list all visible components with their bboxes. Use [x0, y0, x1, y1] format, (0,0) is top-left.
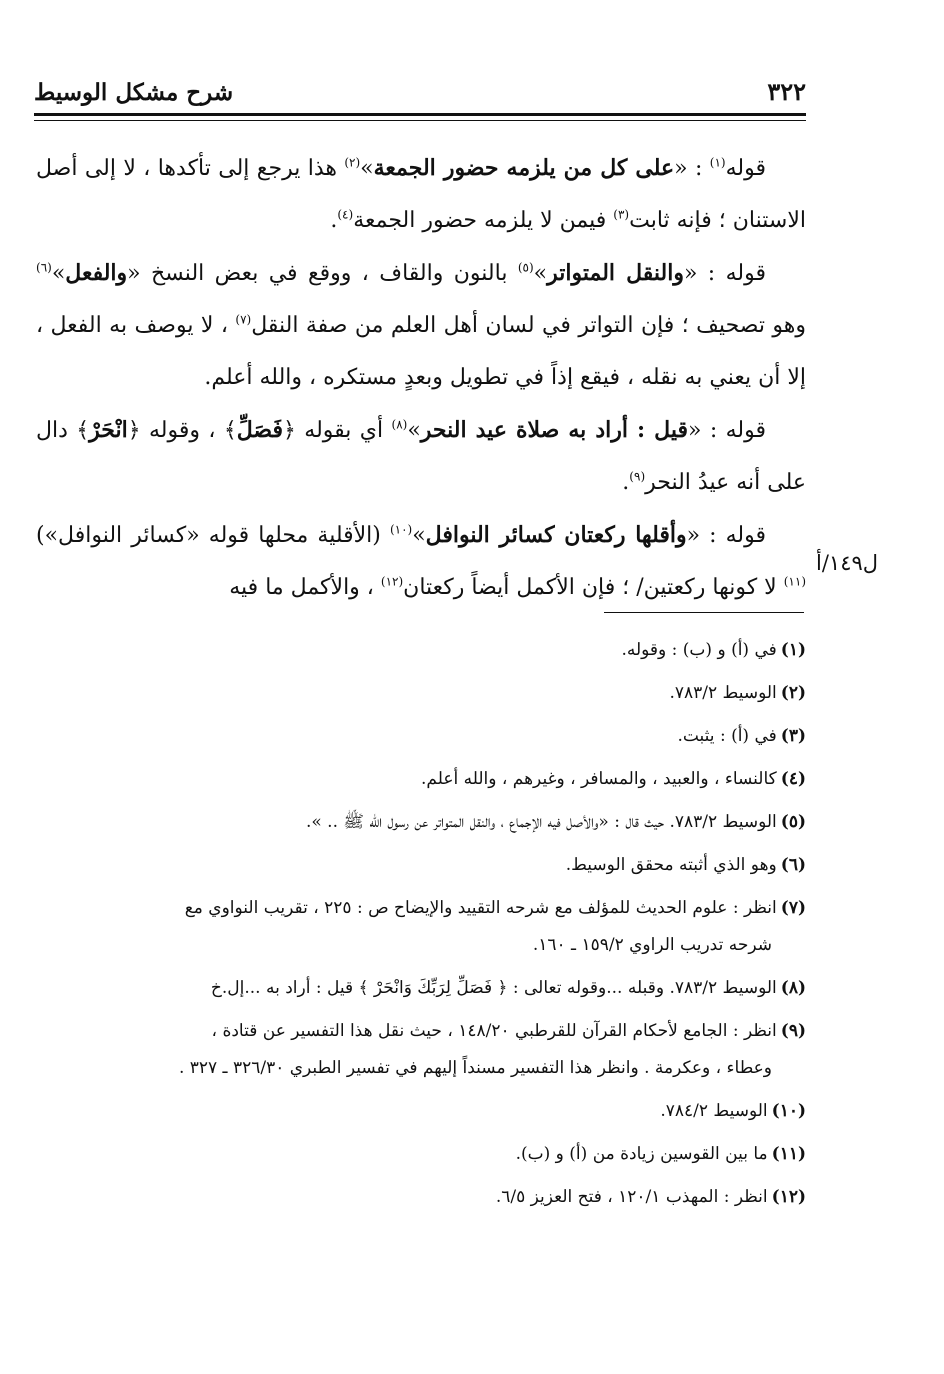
- quoted-phrase: والفعل: [65, 260, 128, 286]
- footnote-item: [36, 804, 806, 841]
- footnote-number: (٧): [780, 898, 806, 918]
- footnote-number: (٥): [780, 812, 806, 832]
- text-run: »: [51, 261, 66, 286]
- footnote-ref: (٤): [337, 207, 354, 222]
- footnote-item: [36, 1179, 806, 1216]
- text-run: (الأقلية محلها قوله «كسائر النوافل»): [36, 523, 390, 548]
- footnote-item: [36, 890, 806, 964]
- footnote-text: انظر : الجامع لأحكام القرآن للقرطبي ١٤٨/٢٠ ، حيث نقل هذا التفسير عن قتادة ،: [211, 1021, 777, 1041]
- footnote-ref: (١٠): [389, 522, 413, 537]
- text-run: .: [622, 470, 630, 495]
- text-run: أي بقوله ﴿: [283, 418, 392, 443]
- text-run: : «: [674, 156, 710, 181]
- footnote-separator: [604, 612, 804, 613]
- manuscript-folio-note: ل١٤٩/أ: [816, 551, 879, 575]
- text-run: .: [330, 208, 338, 233]
- footnote-item: [36, 718, 806, 755]
- footnote-ref: (٥): [517, 260, 534, 275]
- footnote-ref: (٣): [613, 207, 630, 222]
- text-run: ، والأكمل ما فيه: [229, 575, 381, 600]
- footnote-item: [36, 970, 806, 1007]
- footnote-ref: (١١): [783, 574, 806, 589]
- paragraph-1: [36, 142, 806, 247]
- footnote-ref: (١): [709, 155, 726, 170]
- text-run: قوله : «: [686, 523, 766, 548]
- footnote-ref: (٢): [344, 155, 361, 170]
- quoted-phrase: والنقل المتواتر: [547, 260, 684, 286]
- text-run: قوله : «: [687, 418, 766, 443]
- footnote-number: (٤): [780, 769, 806, 789]
- paragraph-3: [36, 404, 806, 509]
- footnote-ref: (٨): [391, 417, 408, 432]
- footnote-ref: (٦): [36, 260, 52, 275]
- quran-word: فَصَلِّ: [236, 417, 284, 443]
- footnote-item: [36, 675, 806, 712]
- footnote-number: (١١): [771, 1144, 806, 1164]
- quoted-phrase: على كل من يلزمه حضور الجمعة: [373, 155, 675, 181]
- text-run: وهو تصحيف ؛ فإن التواتر في لسان أهل العلم من صفة النقل: [251, 313, 806, 338]
- text-run: فيمن لا يلزمه حضور الجمعة: [353, 208, 614, 233]
- paragraph-2: [36, 247, 806, 404]
- footnote-text: كالنساء ، والعبيد ، والمسافر ، وغيرهم ، والله أعلم.: [421, 769, 777, 789]
- text-run: لا كونها ركعتين/ ؛ فإن الأكمل أيضاً ركعتان: [403, 575, 784, 600]
- footnote-number: (٣): [780, 726, 806, 746]
- text-run: ﴾ ، وقوله ﴿: [127, 418, 237, 443]
- running-header: [34, 76, 806, 106]
- footnote-item: [36, 1136, 806, 1173]
- text-run: »: [533, 261, 548, 286]
- footnote-ref: (١٢): [380, 574, 404, 589]
- footnote-text: الوسيط ٧٨٣/٢.: [669, 683, 777, 703]
- footnote-text: الوسيط ٧٨٣/٢. وقبله ...وقوله تعالى : ﴿ فَصَلِّ لِرَبِّكَ وَانْحَرْ ﴾ قيل : أراد به ...إل.خ: [210, 978, 777, 998]
- footnote-continuation: شرحه تدريب الراوي ١٥٩/٢ ـ ١٦٠.: [532, 935, 772, 955]
- quran-word: انْحَرْ: [89, 417, 128, 443]
- footnote-number: (١٢): [771, 1187, 806, 1207]
- paragraph-4: [36, 509, 806, 614]
- header-rule-thick: [34, 113, 806, 116]
- footnote-continuation: وعطاء ، وعكرمة . وانظر هذا التفسير مسنداً إليهم في تفسير الطبري ٣٢٦/٣٠ ـ ٣٢٧ .: [178, 1058, 772, 1078]
- footnote-item: [36, 847, 806, 884]
- footnote-text: ما بين القوسين زيادة من (أ) و (ب).: [515, 1144, 768, 1164]
- footnote-item: [36, 1013, 806, 1087]
- footnote-text: الوسيط ٧٨٤/٢.: [660, 1101, 768, 1121]
- footnote-number: (٩): [780, 1021, 806, 1041]
- footnote-number: (٢): [780, 683, 806, 703]
- text-run: »: [360, 156, 374, 181]
- text-run: ﴾ دال على أنه عيدُ النحر: [36, 418, 806, 495]
- footnote-text: في (أ) : يثبت.: [677, 726, 777, 746]
- running-title: شرح مشكل الوسيط: [34, 79, 234, 106]
- quoted-phrase: قيل : أراد به صلاة عيد النحر: [420, 417, 688, 443]
- text-run: ، لا يوصف به الفعل ، إلا أن يعني به نقله ، فيقع إذاً في تطويل وبعدٍ مستكره ، والله أعلم.: [36, 313, 806, 390]
- text-run: »: [412, 523, 426, 548]
- footnote-number: (١): [780, 640, 806, 660]
- text-run: قوله: [725, 156, 766, 181]
- footnote-text: وهو الذي أثبته محقق الوسيط.: [565, 855, 777, 875]
- footnote-ref: (٩): [629, 469, 646, 484]
- footnote-text: الوسيط ٧٨٣/٢. حيث قال : «والأصل فيه الإجماع ، والنقل المتواتر عن رسول الله ﷺ .. ».: [305, 812, 777, 832]
- footnote-item: [36, 632, 806, 669]
- footnote-item: [36, 761, 806, 798]
- footnote-number: (٦): [780, 855, 806, 875]
- main-text: [36, 142, 806, 614]
- text-run: هذا يرجع إلى تأكدها ، لا إلى أصل الاستنان ؛ فإنه ثابت: [36, 156, 806, 233]
- footnote-item: [36, 1093, 806, 1130]
- header-rule-thin: [34, 120, 806, 121]
- footnote-text: في (أ) و (ب) : وقوله.: [621, 640, 777, 660]
- footnote-text: انظر : المهذب ١٢٠/١ ، فتح العزيز ٦/٥.: [495, 1187, 768, 1207]
- footnote-text: انظر : علوم الحديث للمؤلف مع شرحه التقييد والإيضاح ص : ٢٢٥ ، تقريب النواوي مع: [184, 898, 777, 918]
- text-run: بالنون والقاف ، ووقع في بعض النسخ «: [127, 261, 518, 286]
- quoted-phrase: وأقلها ركعتان كسائر النوافل: [425, 522, 687, 548]
- footnote-ref: (٧): [235, 312, 252, 327]
- footnotes: [36, 632, 806, 1222]
- footnote-number: (٨): [780, 978, 806, 998]
- page-number: ٣٢٢: [767, 77, 806, 106]
- text-run: »: [407, 418, 421, 443]
- footnote-number: (١٠): [771, 1101, 806, 1121]
- text-run: قوله : «: [683, 261, 766, 286]
